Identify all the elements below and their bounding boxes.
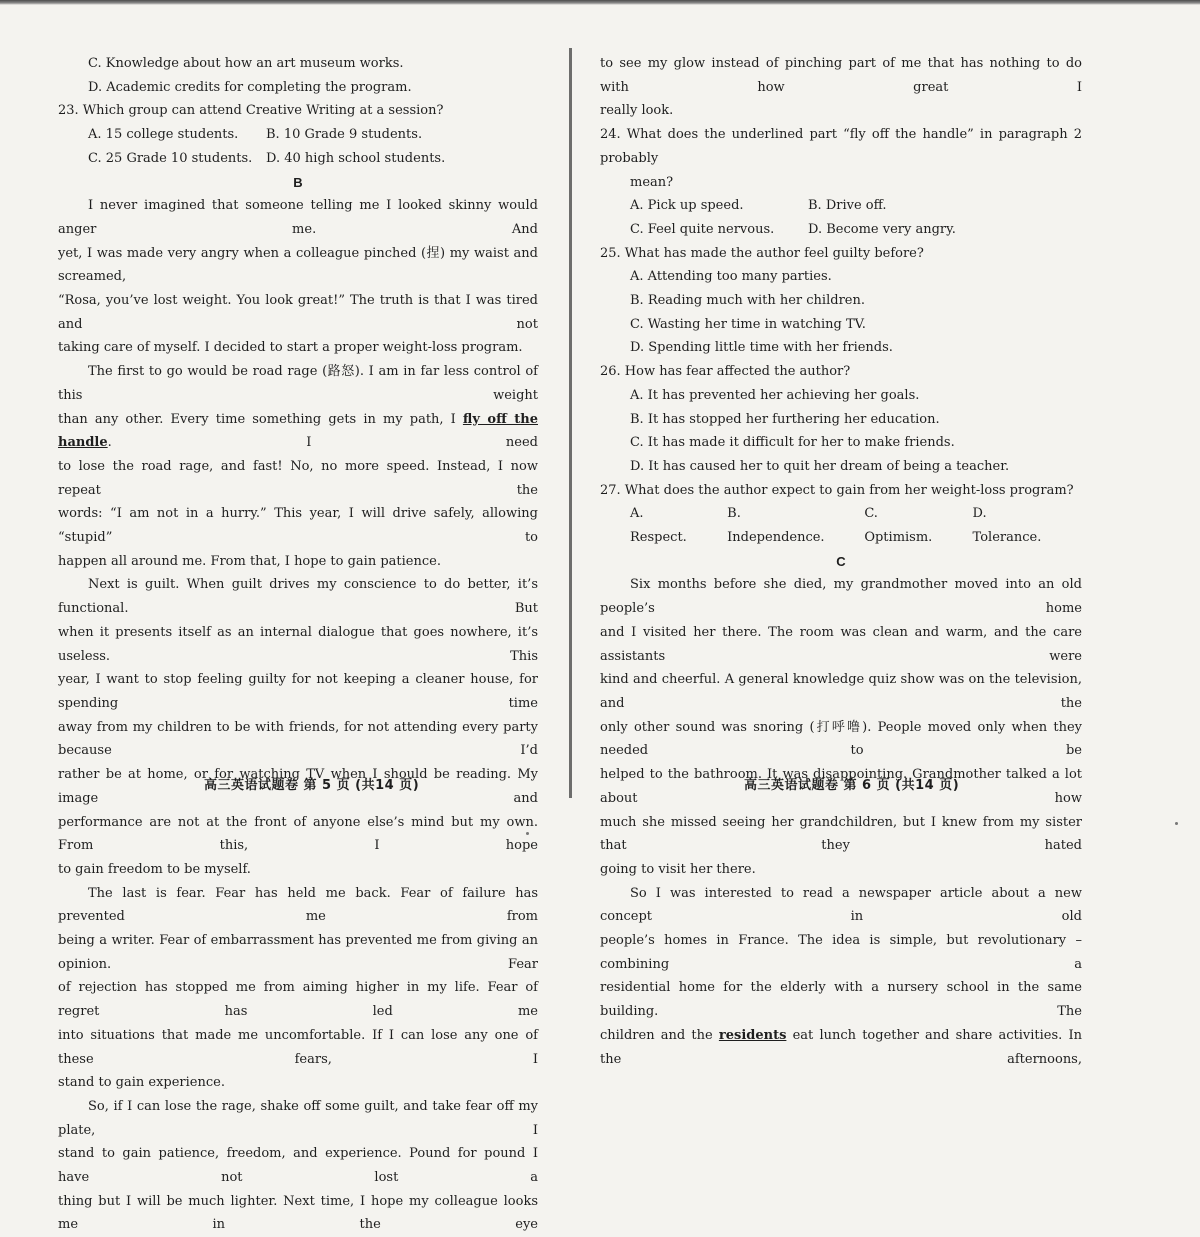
- paragraph-line: residential home for the elderly with a nursery school in the same building. The: [600, 980, 1082, 1020]
- paragraph-line: So, if I can lose the rage, shake off some guilt, and take fear off my plate, I: [58, 1098, 538, 1138]
- question-24-stem-cont: mean?: [630, 174, 674, 190]
- paragraph-line: when it presents itself as an internal dialogue that goes nowhere, it’s useless. This: [58, 624, 538, 664]
- paragraph-line: really look.: [600, 103, 674, 119]
- paragraph-line: to see my glow instead of pinching part of me that has nothing to do with how great I: [600, 56, 1082, 95]
- paragraph-line: to lose the road rage, and fast! No, no more speed. Instead, I now repeat the: [58, 458, 538, 498]
- paragraph-line: taking care of myself. I decided to start a proper weight-loss program.: [58, 340, 523, 356]
- underlined-word: residents: [718, 1027, 787, 1043]
- paragraph-line: words: “I am not in a hurry.” This year, I will drive safely, allowing “stupid” to: [58, 506, 538, 546]
- option-row: C. 25 Grade 10 students. D. 40 high school students.: [88, 150, 446, 166]
- section-heading-c: C: [836, 553, 846, 569]
- paragraph-line: being a writer. Fear of embarrassment has prevented me from giving an opinion. Fear: [58, 933, 538, 972]
- option: C. Wasting her time in watching TV.: [630, 316, 866, 332]
- paragraph-line: of rejection has stopped me from aiming higher in my life. Fear of regret has led me: [58, 980, 538, 1020]
- column-divider: [569, 48, 572, 798]
- paragraph-line: So I was interested to read a newspaper article about a new concept in old: [600, 885, 1082, 925]
- paragraph-line: happen all around me. From that, I hope to gain patience.: [58, 553, 441, 569]
- scan-speck: [1175, 822, 1178, 825]
- paragraph-line: Next is guilt. When guilt drives my conscience to do better, it’s functional. But: [58, 577, 538, 617]
- paragraph-line: stand to gain experience.: [58, 1075, 225, 1091]
- question-24-stem: 24. What does the underlined part “fly off the handle” in paragraph 2 probably: [600, 127, 1082, 166]
- scan-speck: [526, 832, 529, 835]
- paragraph-line: to gain freedom to be myself.: [58, 861, 251, 877]
- scan-top-edge: [0, 0, 1200, 5]
- paragraph-line: I never imagined that someone telling me I looked skinny would anger me. And: [58, 198, 538, 237]
- question-27-stem: 27. What does the author expect to gain from her weight-loss program?: [600, 482, 1074, 498]
- paragraph-line: kind and cheerful. A general knowledge quiz show was on the television, and the: [600, 672, 1082, 711]
- option: D. It has caused her to quit her dream of being a teacher.: [630, 458, 1010, 474]
- option: D. Spending little time with her friends.: [630, 340, 893, 356]
- paragraph-line: away from my children to be with friends, for not attending every party because I’d: [58, 719, 538, 759]
- section-heading-b: B: [293, 174, 303, 190]
- paragraph-line: going to visit her there.: [600, 861, 756, 877]
- paragraph-line: only other sound was snoring (打呼噜). People moved only when they needed to be: [600, 719, 1082, 759]
- option: A. Attending too many parties.: [630, 269, 832, 285]
- option: D. Academic credits for completing the program.: [88, 79, 412, 95]
- paragraph-line: yet, I was made very angry when a colleague pinched (捏) my waist and screamed,: [58, 245, 538, 285]
- paragraph-line: helped to the bathroom. It was disappointing. Grandmother talked a lot about how: [600, 767, 1082, 806]
- paragraph-line: The last is fear. Fear has held me back. Fear of failure has prevented me from: [58, 885, 538, 925]
- paragraph-line: Six months before she died, my grandmother moved into an old people’s home: [600, 577, 1082, 617]
- option-row: A. 15 college students. B. 10 Grade 9 students.: [88, 127, 423, 143]
- option-row: C. Feel quite nervous. D. Become very angry.: [630, 221, 956, 237]
- page-footer-right: 高三英语试题卷 第 6 页 (共14 页): [744, 778, 960, 793]
- paragraph-line: stand to gain patience, freedom, and experience. Pound for pound I have not lost a: [58, 1146, 538, 1186]
- option-row: A. Respect. B. Independence. C. Optimism. D. Tolerance.: [630, 506, 1042, 546]
- paragraph-line: thing but I will be much lighter. Next time, I hope my colleague looks me in the eye: [58, 1193, 538, 1233]
- option-row: A. Pick up speed. B. Drive off.: [630, 198, 887, 214]
- right-column: [600, 52, 1082, 1071]
- paragraph-line: The first to go would be road rage (路怒). I am in far less control of this weight: [58, 364, 538, 403]
- paragraph-line: performance are not at the front of anyone else’s mind but my own. From this, I hope: [58, 814, 538, 854]
- paragraph-line: into situations that made me uncomfortable. If I can lose any one of these fears, I: [58, 1027, 538, 1067]
- page-footer-left: 高三英语试题卷 第 5 页 (共14 页): [204, 778, 420, 793]
- paragraph-line: than any other. Every time something gets in my path, I fly off the handle. I need: [58, 411, 538, 451]
- option: B. It has stopped her furthering her education.: [630, 411, 940, 427]
- left-column: [58, 52, 538, 1237]
- paragraph-line: people’s homes in France. The idea is simple, but revolutionary – combining a: [600, 933, 1082, 972]
- option: A. It has prevented her achieving her goals.: [630, 387, 920, 403]
- paragraph-line: children and the residents eat lunch together and share activities. In the afternoons,: [600, 1027, 1083, 1067]
- paragraph-line: much she missed seeing her grandchildren, but I knew from my sister that they hated: [600, 814, 1082, 854]
- question-25-stem: 25. What has made the author feel guilty before?: [600, 245, 924, 261]
- paragraph-line: rather be at home, or for watching TV when I should be reading. My image and: [58, 767, 538, 806]
- question-23-stem: 23. Which group can attend Creative Writing at a session?: [58, 103, 444, 119]
- paragraph-line: “Rosa, you’ve lost weight. You look great!” The truth is that I was tired and not: [58, 293, 538, 332]
- paragraph-line: and I visited her there. The room was clean and warm, and the care assistants were: [600, 624, 1082, 664]
- question-26-stem: 26. How has fear affected the author?: [600, 364, 851, 380]
- underlined-phrase: fly off the handle: [58, 411, 538, 451]
- option: C. It has made it difficult for her to make friends.: [630, 435, 955, 451]
- paragraph-line: year, I want to stop feeling guilty for not keeping a cleaner house, for spending time: [58, 672, 538, 711]
- option: B. Reading much with her children.: [630, 293, 865, 309]
- option: C. Knowledge about how an art museum works.: [88, 56, 404, 71]
